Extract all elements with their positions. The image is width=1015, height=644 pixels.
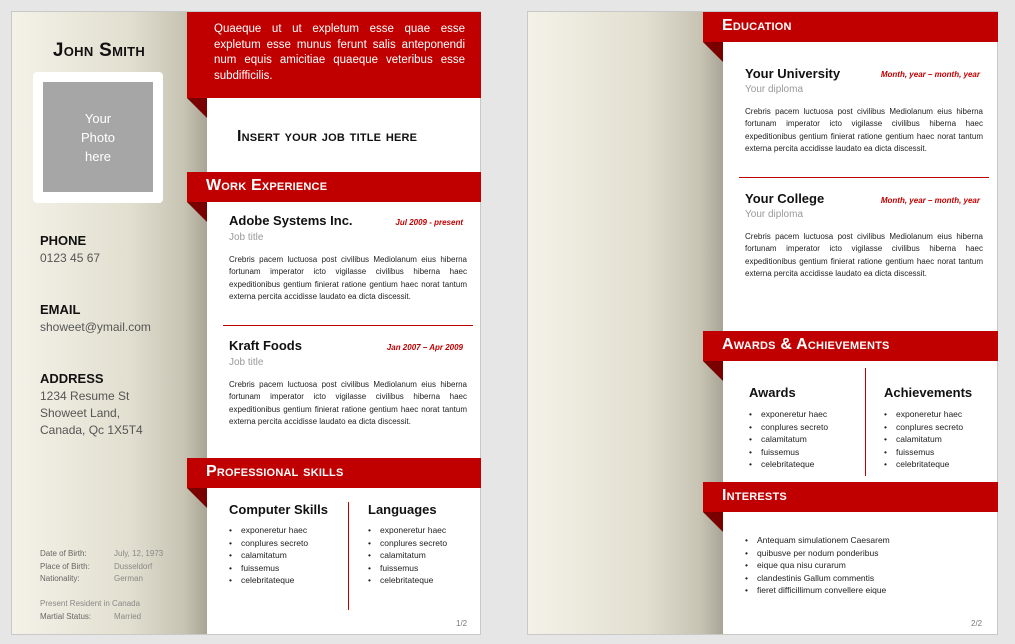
section-fold — [703, 512, 723, 532]
job-role: Job title — [229, 357, 264, 368]
awards-title: Awards — [749, 385, 796, 400]
list-item: • conplures secreto — [884, 421, 963, 434]
list-item: • celebritateque — [749, 458, 828, 471]
list-item: • celebritateque — [884, 458, 963, 471]
photo-placeholder[interactable]: Your Photo here — [43, 82, 153, 192]
address-label: ADDRESS — [40, 371, 104, 386]
school-description: Crebris pacem luctuosa post civilibus Mediolanum eius hiberna fortunam imperator icto vigilasse civilibus hiberna haec expeditionibus gentium finierat ratione gentium haec norat tantum externa percita accidisse laudato ea dicta discessit. — [745, 232, 983, 279]
computer-skills-list — [229, 524, 308, 587]
phone-value: 0123 45 67 — [40, 251, 101, 265]
pob-value: Dusseldorf — [114, 562, 153, 571]
list-item: • exponeretur haec — [749, 408, 828, 421]
email-value: showeet@ymail.com — [40, 320, 151, 334]
list-item: • calamitatum — [229, 549, 308, 562]
page-number: 2/2 — [971, 619, 983, 628]
interests-heading: Interests — [703, 482, 998, 512]
school-date: Month, year – month, year — [880, 196, 980, 205]
school-diploma: Your diploma — [745, 209, 804, 220]
professional-skills-heading: Professional skills — [187, 458, 481, 488]
job-company: Adobe Systems Inc. — [229, 213, 353, 228]
school-diploma: Your diploma — [745, 84, 804, 95]
main-column — [723, 12, 998, 634]
section-fold — [703, 361, 723, 381]
job-description: Crebris pacem luctuosa post civilibus Mediolanum eius hiberna fortunam imperator icto vigilasse civilibus hiberna haec expeditionibus gentium finierat ratione gentium haec norat tantum externa percita accidisse laudato ea dicta discessit. — [229, 380, 467, 427]
list-item: • exponeretur haec — [229, 524, 308, 537]
sidebar — [12, 12, 207, 634]
section-fold — [187, 202, 207, 222]
section-fold — [703, 42, 723, 62]
list-item: • fuissemus — [749, 446, 828, 459]
list-item: • fuissemus — [884, 446, 963, 459]
pob-label: Place of Birth: — [40, 562, 90, 571]
photo-frame — [33, 72, 163, 203]
achievements-title: Achievements — [884, 385, 973, 400]
nationality-label: Nationality: — [40, 574, 80, 583]
list-item: • exponeretur haec — [884, 408, 963, 421]
resume-page-2 — [527, 11, 998, 635]
intro-box: Quaeque ut ut expletum esse quae esse expletum esse munus ferunt salis anteponendi num equis amicitiae quaeque veteribus esse subdifficilis. — [187, 12, 481, 98]
job-date: Jul 2009 - present — [395, 218, 463, 227]
email-label: EMAIL — [40, 302, 81, 317]
school-name: Your University — [745, 66, 841, 81]
resident-note: Present Resident in Canada — [40, 599, 141, 608]
list-item: • conplures secreto — [229, 537, 308, 550]
job-role: Job title — [229, 232, 264, 243]
column-divider — [348, 502, 349, 610]
list-item: • fieret difficillimum convellere eique — [745, 584, 890, 597]
entry-divider — [739, 177, 989, 178]
job-title: Insert your job title here — [237, 128, 418, 145]
list-item: • fuissemus — [368, 562, 447, 575]
list-item: • exponeretur haec — [368, 524, 447, 537]
list-item: • conplures secreto — [749, 421, 828, 434]
column-divider — [865, 368, 866, 476]
languages-title: Languages — [368, 502, 437, 517]
main-column — [207, 12, 481, 634]
job-description: Crebris pacem luctuosa post civilibus Mediolanum eius hiberna fortunam imperator icto vigilasse civilibus hiberna haec expeditionibus gentium finierat ratione gentium haec norat tantum externa percita accidisse laudato ea dicta discessit. — [229, 255, 467, 302]
awards-heading: Awards & Achievements — [703, 331, 998, 361]
dob-label: Date of Birth: — [40, 549, 87, 558]
awards-list — [749, 408, 828, 471]
work-experience-heading: Work Experience — [187, 172, 481, 202]
list-item: • fuissemus — [229, 562, 308, 575]
job-date: Jan 2007 – Apr 2009 — [386, 343, 463, 352]
computer-skills-title: Computer Skills — [229, 502, 328, 517]
section-fold — [187, 488, 207, 508]
intro-fold — [187, 98, 207, 118]
school-name: Your College — [745, 191, 825, 206]
marital-value: Married — [114, 612, 142, 621]
education-heading: Education — [703, 12, 998, 42]
list-item: • conplures secreto — [368, 537, 447, 550]
list-item: • Antequam simulationem Caesarem — [745, 534, 890, 547]
list-item: • celebritateque — [229, 574, 308, 587]
job-company: Kraft Foods — [229, 338, 302, 353]
school-date: Month, year – month, year — [880, 70, 980, 79]
marital-label: Martial Status: — [40, 612, 92, 621]
dob-value: July, 12, 1973 — [114, 549, 164, 558]
entry-divider — [223, 325, 473, 326]
list-item: • calamitatum — [884, 433, 963, 446]
nationality-value: German — [114, 574, 143, 583]
list-item: • calamitatum — [749, 433, 828, 446]
interests-list — [745, 534, 890, 597]
sidebar — [528, 12, 723, 634]
list-item: • calamitatum — [368, 549, 447, 562]
list-item: • clandestinis Gallum commentis — [745, 572, 890, 585]
resume-page-1 — [11, 11, 481, 635]
school-description: Crebris pacem luctuosa post civilibus Mediolanum eius hiberna fortunam imperator icto vigilasse civilibus hiberna haec expeditionibus gentium finierat ratione gentium haec norat tantum externa percita accidisse laudato ea dicta discessit. — [745, 107, 983, 154]
achievements-list — [884, 408, 963, 471]
list-item: • quibusve per nodum ponderibus — [745, 547, 890, 560]
address-value: 1234 Resume St Showeet Land, Canada, Qc 1X5T4 — [40, 389, 143, 437]
page-number: 1/2 — [456, 619, 468, 628]
phone-label: PHONE — [40, 233, 87, 248]
list-item: • eique qua nisu curarum — [745, 559, 890, 572]
list-item: • celebritateque — [368, 574, 447, 587]
languages-list — [368, 524, 447, 587]
candidate-name: John Smith — [52, 40, 146, 61]
